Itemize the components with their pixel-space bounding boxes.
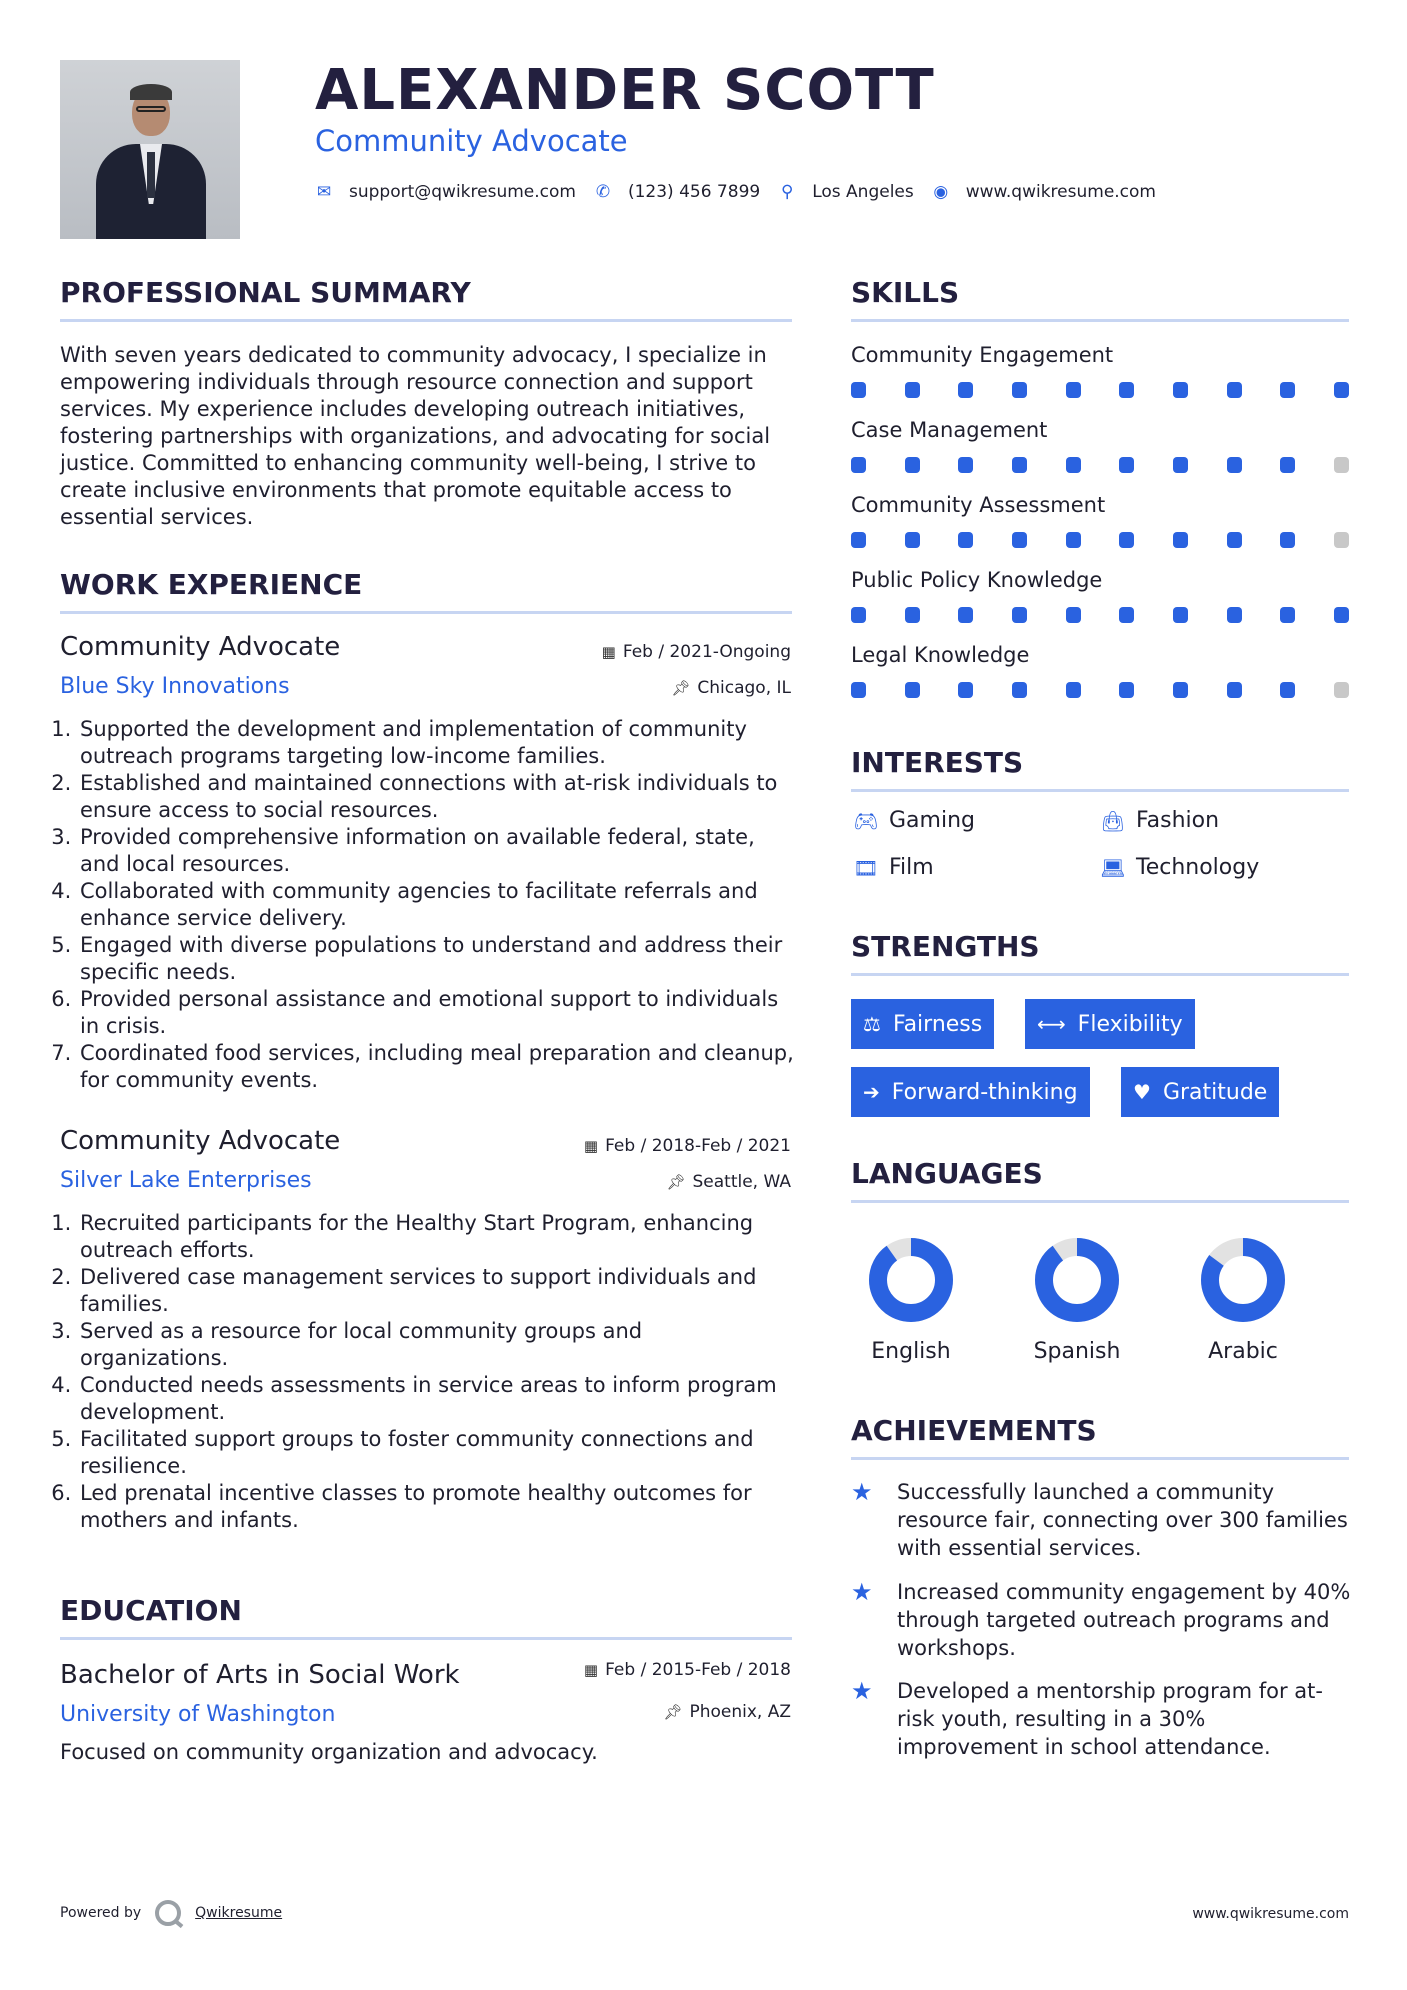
education-location: 📌︎ Phoenix, AZ [663,1702,791,1722]
language-name: Arabic [1208,1339,1278,1364]
strength-tag: ⟷ Flexibility [1025,999,1195,1049]
skill-dot-filled [1227,382,1242,398]
interest-item: 💻︎ Technology [1098,855,1259,880]
skill-dot-filled [905,532,920,548]
skill-dot-filled [958,607,973,623]
skill-dot-filled [1066,682,1081,698]
job-location: 📌︎ Chicago, IL [671,678,791,698]
skill-dot-filled [1173,682,1188,698]
skill-rating [851,682,1349,700]
skill-dot-filled [1119,682,1134,698]
language-donut [1198,1235,1288,1325]
language-name: Spanish [1033,1339,1121,1364]
job-duties [60,716,795,1094]
skill-dot-filled [1066,532,1081,548]
skill-dot-filled [1173,382,1188,398]
summary-text: With seven years dedicated to community advocacy, I specialize in empowering individuals through resource connection and support services. My experience includes developing outreach initiatives, fostering partnerships with organizations, and advocating for social justice. Committed to enhancing community well-being, I strive to create inclusive environments that promote equitable access to essential services. [60,343,771,529]
school-name: University of Washington [60,1702,336,1727]
strength-tag: ♥ Gratitude [1121,1067,1279,1117]
pushpin-icon: 📌︎ [666,1173,686,1191]
experience-divider [60,611,792,614]
skill-dot-filled [1012,607,1027,623]
list-item: 4. Conducted needs assessments in service areas to inform program development. [78,1372,795,1426]
skill-dot-filled [1173,607,1188,623]
pushpin-icon: 📌︎ [663,1703,683,1721]
skill-dot-filled [1012,382,1027,398]
contact-location: ⚲ Los Angeles [778,182,914,202]
language-donut [866,1235,956,1325]
balance-scale-icon: ⚖ [863,1012,881,1036]
footer-url[interactable]: www.qwikresume.com [1192,1906,1349,1922]
job-title: Community Advocate [60,1126,341,1156]
skills-divider [851,319,1349,322]
skill-dot-filled [905,382,920,398]
job-duties [60,1210,795,1534]
skill-rating [851,607,1349,625]
skill-dot-filled [1280,382,1295,398]
qwikresume-logo-icon [155,1900,181,1926]
language-name: English [871,1339,951,1364]
skill-name: Community Assessment [851,493,1106,517]
calendar-icon: ▦ [583,1137,599,1155]
interests-heading: INTERESTS [851,746,1024,779]
calendar-icon: ▦ [583,1661,599,1679]
list-item: 4. Collaborated with community agencies to facilitate referrals and enhance service delivery. [78,878,795,932]
skill-dot-filled [958,382,973,398]
skill-dot-empty [1334,532,1349,548]
skill-dot-filled [851,607,866,623]
skill-name: Legal Knowledge [851,643,1030,667]
skill-dot-filled [1066,457,1081,473]
skill-rating [851,457,1349,475]
shooting-star-icon: ★ [851,1578,873,1606]
experience-heading: WORK EXPERIENCE [60,568,363,601]
achievement-item: ★ Successfully launched a community resource fair, connecting over 300 families with essential services. [851,1478,1348,1560]
gamepad-icon: 🎮︎ [853,808,879,833]
summary-heading: PROFESSIONAL SUMMARY [60,276,471,309]
map-pin-icon: ⚲ [780,182,794,202]
skill-dot-empty [1334,682,1349,698]
skill-dot-filled [851,382,866,398]
contact-email[interactable]: ✉ support@qwikresume.com [316,182,576,202]
globe-icon: ◉ [933,182,949,202]
envelope-icon: ✉ [316,182,332,202]
contact-website[interactable]: ◉ www.qwikresume.com [933,182,1156,202]
skill-dot-filled [1012,457,1027,473]
education-description: Focused on community organization and advocacy. [60,1740,598,1764]
skill-dot-filled [851,457,866,473]
skill-dot-filled [905,607,920,623]
calendar-icon: ▦ [601,643,616,661]
skill-dot-filled [1173,457,1188,473]
candidate-name: ALEXANDER SCOTT [315,58,935,123]
achievement-item: ★ Increased community engagement by 40% through targeted outreach programs and workshops. [851,1578,1351,1660]
languages-heading: LANGUAGES [851,1157,1043,1190]
interest-item: 👜︎ Fashion [1098,808,1219,833]
skill-name: Public Policy Knowledge [851,568,1103,592]
phone-icon: ✆ [595,182,611,202]
summary-divider [60,319,792,322]
arrow-right-icon: ➔ [863,1080,880,1104]
skill-dot-filled [851,682,866,698]
interest-item: 🎮︎ Gaming [851,808,975,833]
job-title: Community Advocate [60,632,341,662]
skill-dot-filled [1280,607,1295,623]
skill-dot-filled [1280,457,1295,473]
skill-dot-filled [1280,682,1295,698]
interests-divider [851,789,1349,792]
skill-dot-filled [1066,382,1081,398]
list-item: 5. Engaged with diverse populations to understand and address their specific needs. [78,932,795,986]
skill-dot-filled [1227,682,1242,698]
shooting-star-icon: ★ [851,1677,873,1705]
education-heading: EDUCATION [60,1594,242,1627]
education-divider [60,1637,792,1640]
skill-dot-filled [1334,382,1349,398]
job-company: Blue Sky Innovations [60,674,290,699]
contact-phone[interactable]: ✆ (123) 456 7899 [595,182,761,202]
strengths-heading: STRENGTHS [851,930,1040,963]
list-item: 3. Provided comprehensive information on available federal, state, and local resources. [78,824,795,878]
achievements-heading: ACHIEVEMENTS [851,1414,1097,1447]
language-item [1017,1235,1137,1364]
footer-powered-by: Powered by Qwikresume [60,1900,282,1926]
skill-dot-filled [1227,457,1242,473]
skill-rating [851,532,1349,550]
skill-dot-filled [1119,457,1134,473]
strength-tag: ➔ Forward-thinking [851,1067,1090,1117]
job-company: Silver Lake Enterprises [60,1168,312,1193]
skill-dot-filled [1227,532,1242,548]
language-item [851,1235,971,1364]
degree-title: Bachelor of Arts in Social Work [60,1660,460,1690]
skill-dot-filled [1012,532,1027,548]
skill-dot-filled [1334,607,1349,623]
skill-dot-empty [1334,457,1349,473]
skill-name: Case Management [851,418,1048,442]
list-item: 1. Recruited participants for the Healthy Start Program, enhancing outreach efforts. [78,1210,795,1264]
contact-bar [315,180,1174,204]
list-item: 3. Served as a resource for local community groups and organizations. [78,1318,795,1372]
skill-dot-filled [958,532,973,548]
candidate-title: Community Advocate [315,124,628,158]
skill-dot-filled [1227,607,1242,623]
strength-tag: ⚖ Fairness [851,999,994,1049]
skill-name: Community Engagement [851,343,1114,367]
shooting-star-icon: ★ [851,1478,873,1506]
list-item: 6. Provided personal assistance and emotional support to individuals in crisis. [78,986,795,1040]
shopping-bag-icon: 👜︎ [1100,808,1126,833]
achievements-divider [851,1457,1349,1460]
skill-dot-filled [1119,532,1134,548]
languages-divider [851,1200,1349,1203]
language-level-arc [1044,1247,1110,1313]
skill-rating [851,382,1349,400]
skill-dot-filled [1119,382,1134,398]
footer-brand-link[interactable]: Qwikresume [195,1905,283,1921]
laptop-icon: 💻︎ [1100,855,1126,880]
skills-heading: SKILLS [851,276,960,309]
list-item: 5. Facilitated support groups to foster community connections and resilience. [78,1426,795,1480]
achievement-item: ★ Developed a mentorship program for at-risk youth, resulting in a 30% improvement in school attendance. [851,1677,1323,1759]
skill-dot-filled [851,532,866,548]
strengths-divider [851,973,1349,976]
list-item: 2. Delivered case management services to support individuals and families. [78,1264,795,1318]
list-item: 2. Established and maintained connections with at-risk individuals to ensure access to social resources. [78,770,795,824]
pushpin-icon: 📌︎ [671,679,691,697]
language-item [1183,1235,1303,1364]
profile-photo [60,60,240,239]
skill-dot-filled [1280,532,1295,548]
skill-dot-filled [958,682,973,698]
interest-item: 🎞︎ Film [851,855,934,880]
skill-dot-filled [958,457,973,473]
skill-dot-filled [905,682,920,698]
skill-dot-filled [1119,607,1134,623]
list-item: 7. Coordinated food services, including meal preparation and cleanup, for community events. [78,1040,795,1094]
skill-dot-filled [905,457,920,473]
language-level-arc [878,1247,944,1313]
job-dates: ▦ Feb / 2018-Feb / 2021 [583,1136,791,1156]
job-location: 📌︎ Seattle, WA [666,1172,791,1192]
skill-dot-filled [1012,682,1027,698]
heart-icon: ♥ [1133,1080,1151,1104]
list-item: 1. Supported the development and implementation of community outreach programs targeting low-income families. [78,716,795,770]
skill-dot-filled [1173,532,1188,548]
arrows-horizontal-icon: ⟷ [1037,1012,1066,1036]
job-dates: ▦ Feb / 2021-Ongoing [601,642,791,662]
film-icon: 🎞︎ [853,855,879,880]
language-donut [1032,1235,1122,1325]
skill-dot-filled [1066,607,1081,623]
list-item: 6. Led prenatal incentive classes to promote healthy outcomes for mothers and infants. [78,1480,795,1534]
education-dates: ▦ Feb / 2015-Feb / 2018 [583,1660,791,1680]
